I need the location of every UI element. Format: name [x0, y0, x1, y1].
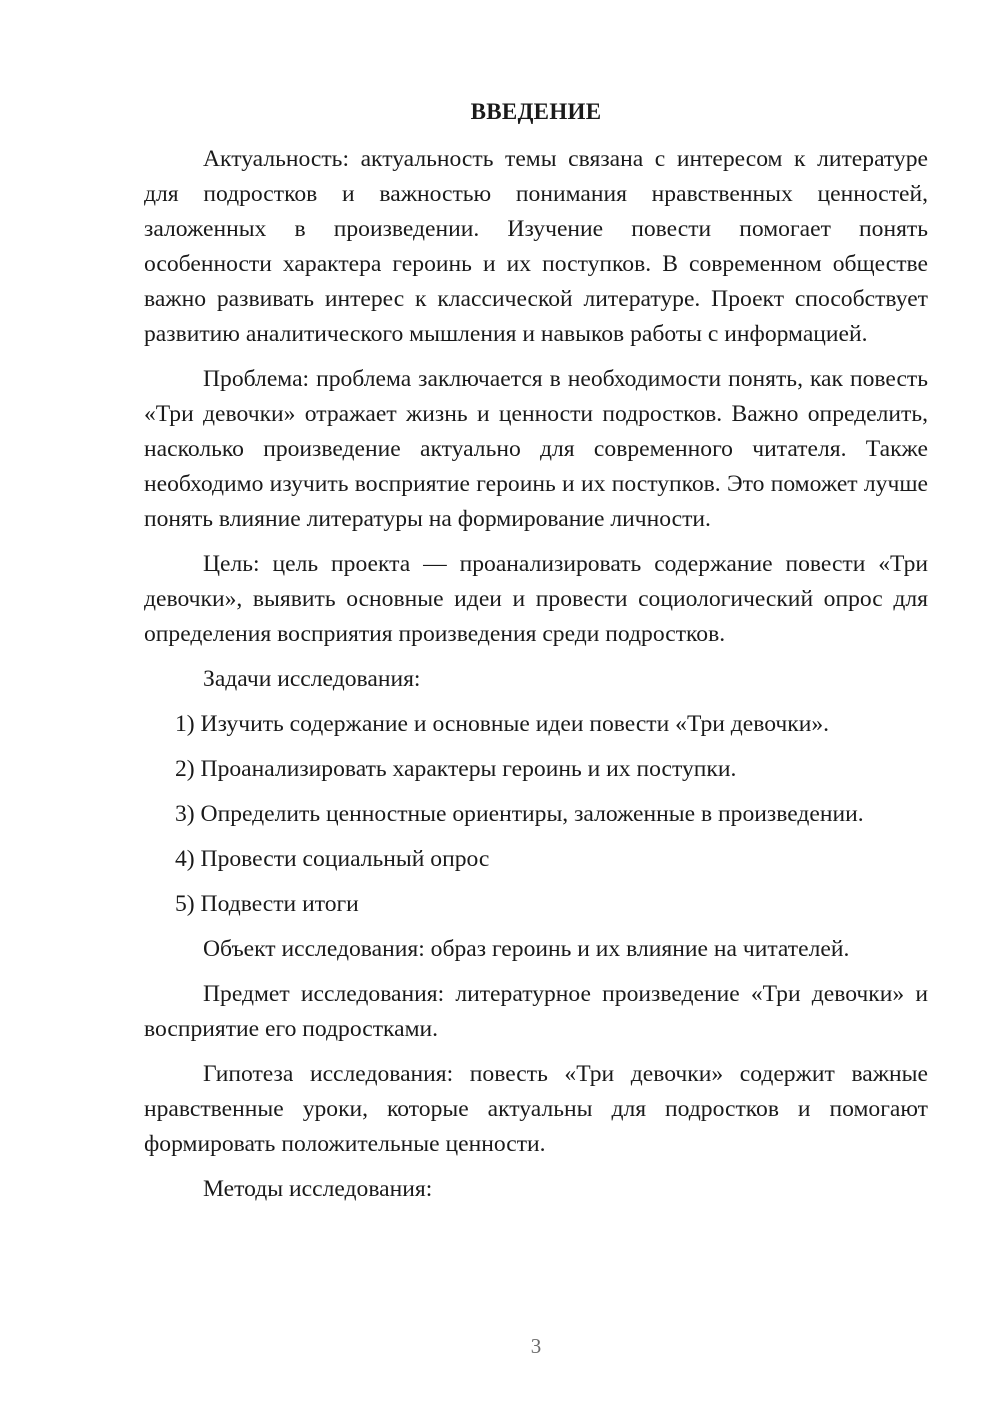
task-item-4: 4) Провести социальный опрос	[175, 846, 490, 872]
tasks-heading: Задачи исследования:	[203, 666, 421, 692]
section-heading: ВВЕДЕНИЕ	[470, 99, 602, 124]
task-item-1: 1) Изучить содержание и основные идеи повести «Три девочки».	[175, 711, 830, 737]
task-item-5: 5) Подвести итоги	[175, 891, 359, 917]
paragraph-object: Объект исследования: образ героинь и их влияние на читателей.	[203, 936, 850, 962]
document-body	[144, 142, 928, 1217]
task-item-2: 2) Проанализировать характеры героинь и их поступки.	[175, 756, 737, 782]
paragraph-subject: Предмет исследования: литературное произведение «Три девочки» и восприятие его подростками.	[144, 981, 928, 1042]
methods-heading: Методы исследования:	[203, 1176, 433, 1202]
paragraph-goal: Цель: цель проекта — проанализировать содержание повести «Три девочки», выявить основные идеи и провести социологический опрос для определения восприятия произведения среди подростков.	[144, 551, 928, 647]
document-page	[144, 0, 928, 1414]
paragraph-hypothesis: Гипотеза исследования: повесть «Три девочки» содержит важные нравственные уроки, которые актуальны для подростков и помогают формировать положительные ценности.	[144, 1061, 928, 1157]
task-item-3: 3) Определить ценностные ориентиры, заложенные в произведении.	[175, 801, 864, 827]
paragraph-problem: Проблема: проблема заключается в необходимости понять, как повесть «Три девочки» отражает жизнь и ценности подростков. Важно определить, насколько произведение актуально для современного читателя. Также необходимо изучить восприятие героинь и их поступков. Это поможет лучше понять влияние литературы на формирование личности.	[144, 366, 928, 532]
page-number: 3	[530, 1334, 542, 1358]
paragraph-relevance: Актуальность: актуальность темы связана с интересом к литературе для подростков и важностью понимания нравственных ценностей, заложенных в произведении. Изучение повести помогает понять особенности характера героинь и их поступков. В современном обществе важно развивать интерес к классической литературе. Проект способствует развитию аналитического мышления и навыков работы с информацией.	[144, 146, 928, 347]
